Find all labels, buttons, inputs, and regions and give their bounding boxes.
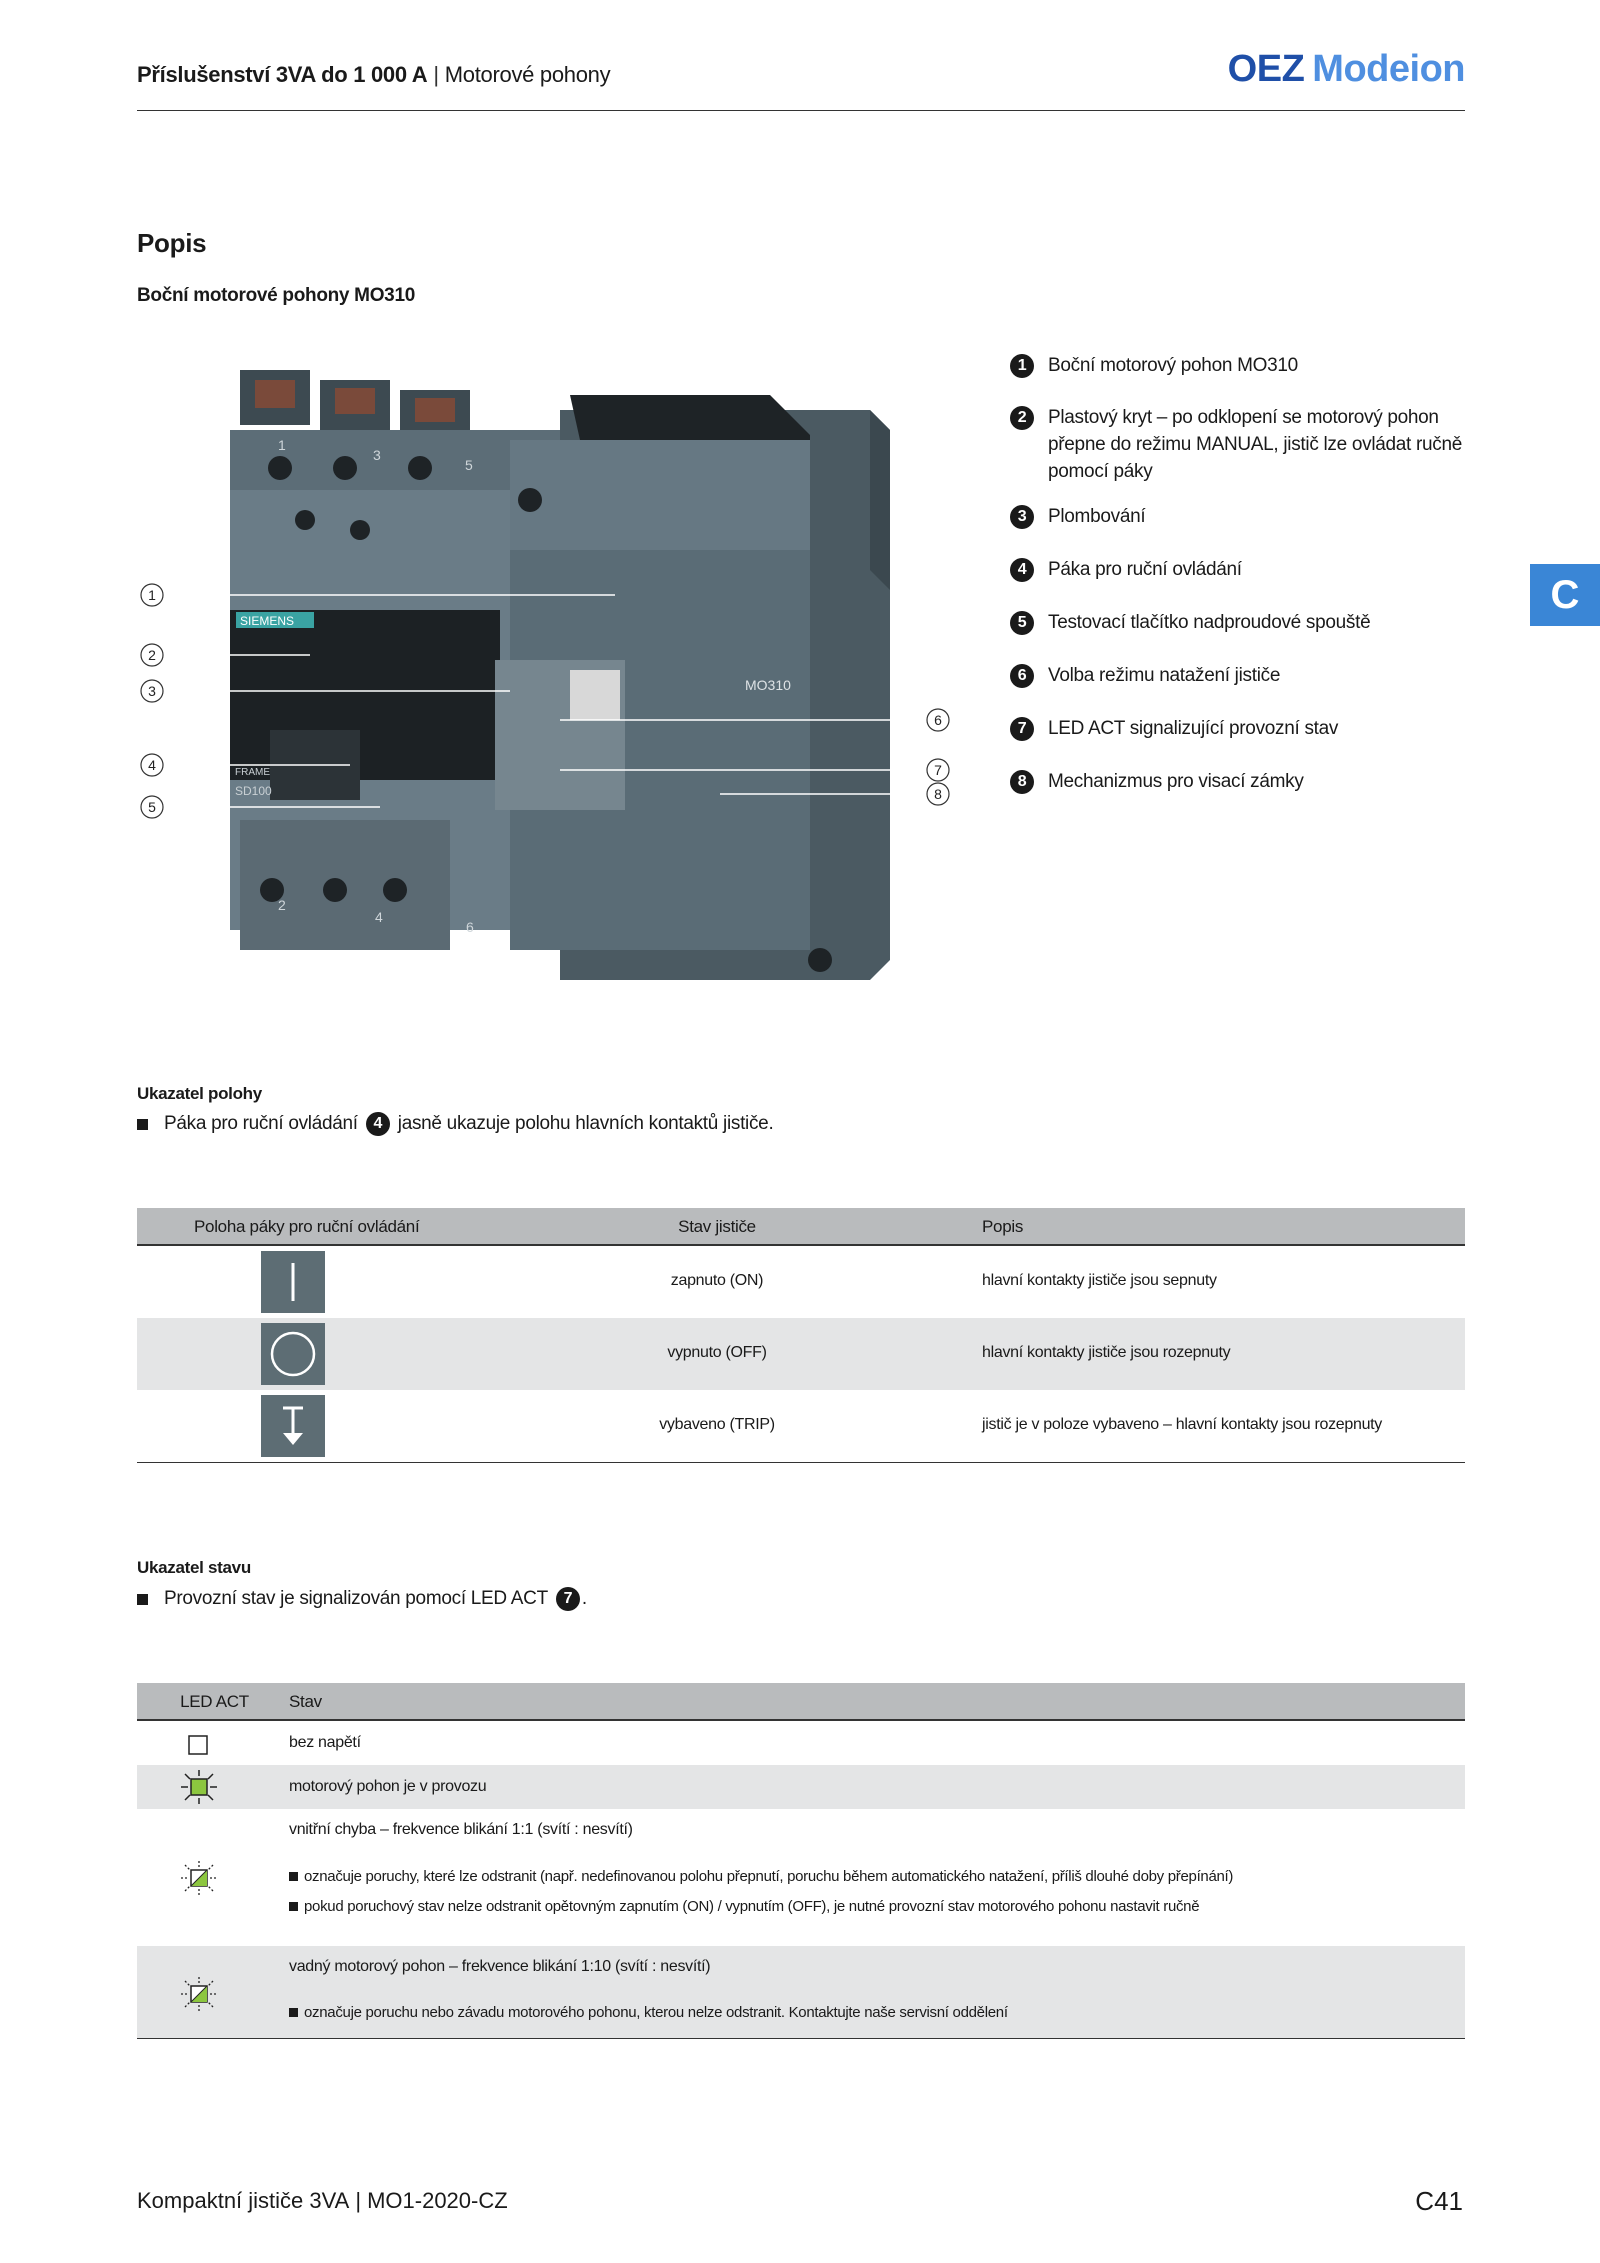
legend-text: Plastový kryt – po odklopení se motorový pohon přepne do režimu MANUAL, jistič lze ovládat ručně pomocí páky [1048,407,1463,482]
column-header: Popis [982,1217,1024,1236]
legend-list [1010,352,1480,795]
legend-item [1010,556,1480,583]
legend-number-2: 2 [1010,406,1034,430]
status-subitem-text: označuje poruchu nebo závadu motorového pohonu, kterou nelze odstranit. Kontaktujte naše servisní oddělení [304,2004,1008,2021]
callout-8: 8 [934,786,942,802]
inline-number-4: 4 [366,1112,390,1136]
legend-item [1010,662,1480,689]
off-circle-icon [261,1323,325,1385]
frame-label: FRAME [235,767,270,778]
legend-number-3: 3 [1010,505,1034,529]
column-header: Stav [289,1692,322,1711]
legend-item [1010,715,1480,742]
pin-label: 3 [373,447,381,463]
on-line-icon [261,1251,325,1313]
status-text: bez napětí [289,1734,361,1751]
callout-6: 6 [934,712,942,728]
desc-cell: jistič je v poloze vybaveno – hlavní kontakty jsou rozepnuty [982,1416,1383,1433]
column-header: Poloha páky pro ruční ovládání [194,1217,420,1236]
led-off-icon [187,1734,211,1763]
table-row [137,1946,1465,2039]
status-text: vadný motorový pohon – frekvence blikání 1:10 (svítí : nesvítí) [289,1958,711,1975]
footer-title: Kompaktní jističe 3VA [137,2188,350,2213]
legend-number-1: 1 [1010,354,1034,378]
table-row [137,1390,1465,1463]
callout-7: 7 [934,762,942,778]
legend-text: Plombování [1048,506,1146,527]
state-cell: zapnuto (ON) [670,1272,764,1289]
led-on-icon [179,1769,219,1810]
table-header [137,1683,1465,1721]
legend-number-6: 6 [1010,664,1034,688]
column-header: Stav jističe [678,1217,756,1236]
legend-number-8: 8 [1010,770,1034,794]
bullet-square [289,1872,298,1881]
legend-text: Páka pro ruční ovládání [1048,559,1242,580]
bullet-text: Provozní stav je signalizován pomocí LED ACT [164,1588,548,1609]
state-cell: vypnuto (OFF) [667,1344,767,1361]
status-indicator-title: Ukazatel stavu [137,1558,251,1577]
callout-1: 1 [148,587,156,603]
desc-cell: hlavní kontakty jističe jsou rozepnuty [982,1344,1231,1361]
footer-separator: | [355,2188,362,2213]
status-table [137,1683,1465,2039]
chapter-tab: C [1530,564,1600,626]
status-subitem [289,1898,1199,1915]
legend-text: Mechanizmus pro visací zámky [1048,771,1304,792]
legend-text: Testovací tlačítko nadproudové spouště [1048,612,1371,633]
led-blink-1-10-icon [179,1976,219,2017]
table-row [137,1809,1465,1946]
column-header: LED ACT [180,1692,249,1711]
section-subtitle: Boční motorové pohony MO310 [137,285,415,306]
callout-4: 4 [148,757,156,773]
bullet-square [137,1594,148,1605]
legend-item [1010,352,1480,379]
breadcrumb [137,62,610,88]
legend-text: Boční motorový pohon MO310 [1048,355,1298,376]
status-subitem [289,2004,1008,2021]
footer-code: MO1-2020-CZ [367,2188,508,2213]
trip-arrow-icon [261,1395,325,1457]
state-cell: vybaveno (TRIP) [659,1416,775,1433]
bullet-square [137,1119,148,1130]
section-title: Popis [137,228,207,258]
callout-3: 3 [148,683,156,699]
brand-logo [1228,48,1465,91]
brand-logo-modeion: Modeion [1312,48,1465,90]
position-indicator-bullet [137,1112,773,1136]
breadcrumb-section: Motorové pohony [444,62,611,87]
bullet-square [289,1902,298,1911]
position-indicator-title: Ukazatel polohy [137,1084,262,1103]
callout-2: 2 [148,647,156,663]
table-row [137,1246,1465,1318]
desc-cell: hlavní kontakty jističe jsou sepnuty [982,1272,1217,1289]
status-subitem-text: pokud poruchový stav nelze odstranit opětovným zapnutím (ON) / vypnutím (OFF), je nutné provozní stav motorového pohonu nastavit ručně [304,1898,1200,1915]
legend-number-7: 7 [1010,717,1034,741]
legend-text: LED ACT signalizující provozní stav [1048,718,1339,739]
status-text: vnitřní chyba – frekvence blikání 1:1 (svítí : nesvítí) [289,1821,633,1838]
breadcrumb-main: Příslušenství 3VA do 1 000 A [137,62,428,87]
status-subitem [289,1868,1233,1885]
table-row [137,1721,1465,1765]
legend-item [1010,404,1480,485]
pin-label: 6 [466,919,474,935]
page-header [137,40,1465,111]
footer-left [137,2188,508,2214]
legend-number-4: 4 [1010,558,1034,582]
brand-logo-oez: OEZ [1227,48,1305,90]
bullet-square [289,2008,298,2017]
status-subitem-text: označuje poruchy, které lze odstranit (např. nedefinovanou polohu přepnutí, poruchu během automatického natažení, příliš dlouhé doby přepínání) [304,1868,1234,1885]
callout-5: 5 [148,799,156,815]
led-blink-1-1-icon [179,1860,219,1901]
product-illustration [130,350,960,1000]
legend-item [1010,768,1480,795]
table-row [137,1318,1465,1390]
pin-label: 4 [375,909,383,925]
bullet-text: Páka pro ruční ovládání [164,1113,358,1134]
position-table [137,1208,1465,1463]
pin-label: 5 [465,457,473,473]
bullet-text: jasně ukazuje polohu hlavních kontaktů jističe. [397,1113,774,1134]
pin-label: 1 [278,437,286,453]
pin-label: 2 [278,897,286,913]
inline-number-7: 7 [556,1587,580,1611]
siemens-label: SIEMENS [240,614,295,628]
status-indicator-bullet [137,1587,587,1611]
model-label: MO310 [745,677,791,693]
bullet-text: . [581,1588,587,1609]
legend-text: Volba režimu natažení jističe [1048,665,1281,686]
table-row [137,1765,1465,1809]
legend-number-5: 5 [1010,611,1034,635]
legend-item [1010,609,1480,636]
table-header [137,1208,1465,1246]
breadcrumb-separator: | [433,62,439,87]
page-number: C41 [1415,2186,1463,2216]
legend-item [1010,503,1480,530]
status-text: motorový pohon je v provozu [289,1778,487,1795]
sd-label: SD100 [235,784,272,798]
